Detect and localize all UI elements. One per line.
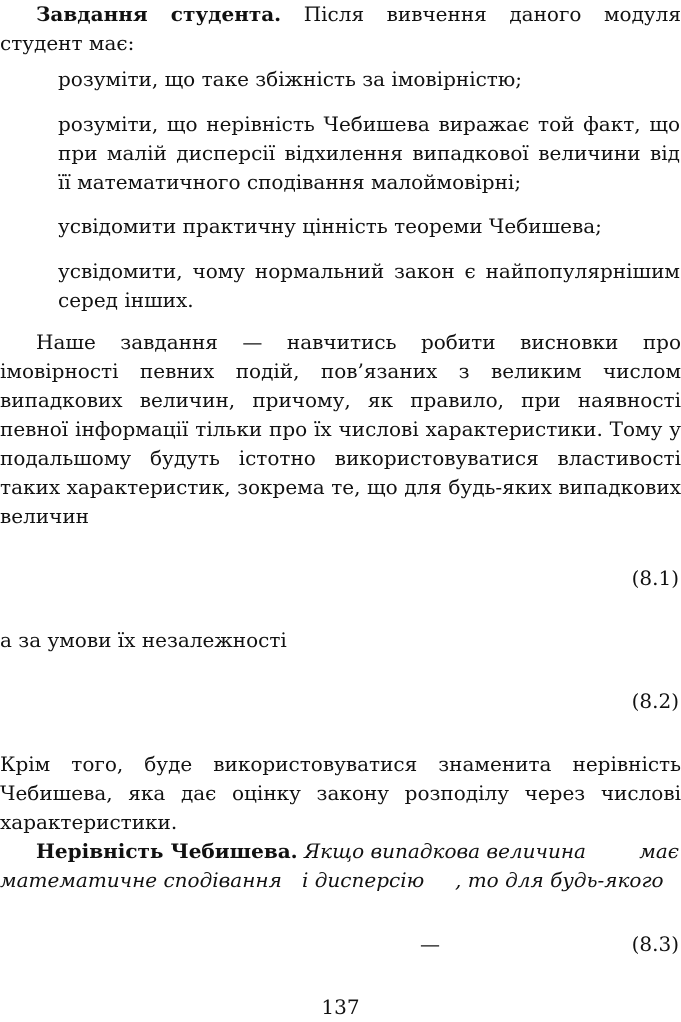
list-item: усвідомити практичну цінність теореми Чебишева;	[58, 214, 602, 238]
equation-number-8-3: (8.3)	[631, 932, 679, 956]
independence-text: а за умови їх незалежності	[0, 628, 287, 652]
paragraph-1: Наше завдання — навчитись робити висновки про імовірності певних подій, пов’язаних з великим числом випадкових величин, причому, як правило, при наявності певної інформації тільки про їх числові характеристики. Тому у подальшому будуть істотно використовуватися властивості таких характеристик, зокрема те, що для будь-яких випадкових величин	[0, 330, 681, 528]
paragraph-2: Крім того, буде використовуватися знаменита нерівність Чебишева, яка дає оцінку закону розподілу через числові характеристики.	[0, 752, 681, 834]
equation-number-8-2: (8.2)	[631, 689, 679, 713]
theorem-text: , то для будь-якого	[455, 868, 664, 892]
list-item: усвідомити, чому нормальний закон є найпопулярнішим серед інших.	[58, 259, 680, 312]
page-number: 137	[321, 995, 360, 1019]
list-item: розуміти, що нерівність Чебишева виражає той факт, що при малій дисперсії відхилення випадкової величини від її математичного сподівання малоймовірні;	[58, 112, 680, 194]
theorem-heading: Нерівність Чебишева.	[36, 839, 298, 863]
theorem-text: Якщо випадкова величина	[304, 839, 586, 863]
task-intro-text: Після вивчення даного модуля студент має:	[0, 2, 681, 55]
theorem-text: і дисперсію	[302, 868, 425, 892]
theorem-line-1	[36, 837, 681, 866]
task-heading: Завдання студента.	[36, 2, 282, 26]
task-intro	[0, 0, 681, 58]
equation-dash: —	[420, 932, 440, 956]
equation-number-8-1: (8.1)	[631, 566, 679, 590]
list-item: розуміти, що таке збіжність за імовірністю;	[58, 67, 523, 91]
theorem-text: математичне сподівання	[0, 868, 282, 892]
theorem-text: має	[639, 839, 679, 863]
